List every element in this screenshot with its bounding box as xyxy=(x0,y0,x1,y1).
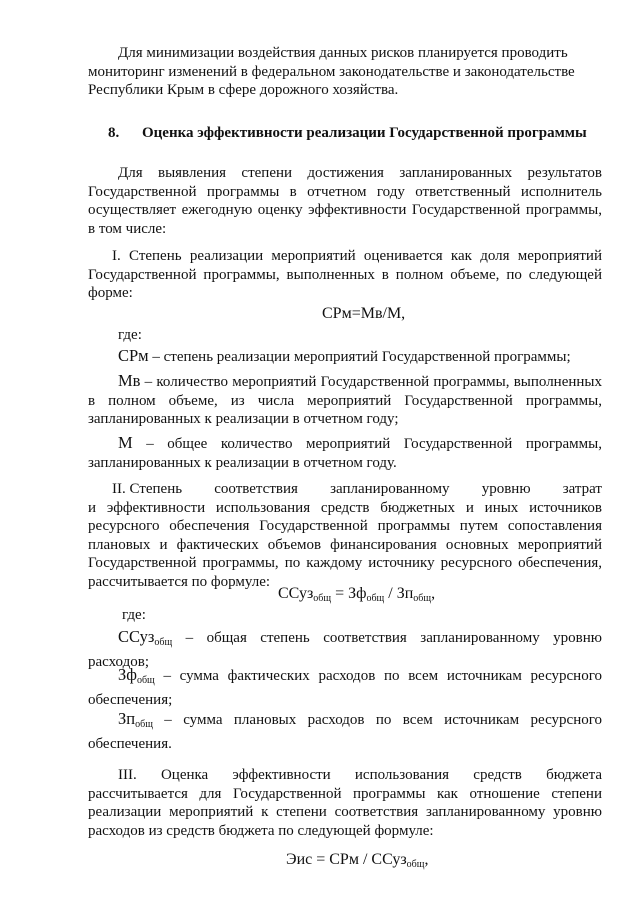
formula-eis xyxy=(286,850,428,875)
zp-part: / Зп xyxy=(384,585,414,602)
srm-symbol: СРм xyxy=(118,346,149,365)
item2-word-5: затрат xyxy=(562,481,602,497)
item2-text: и эффективности использования средств бюджетных и иных источников ресурсного обеспечения Государственной программы путем сопоставления плановых и фактических объемов финансирования основных мероприятий Государственной программы, по каждому источнику ресурсного обеспечения, рассчитывается по формуле: xyxy=(88,499,602,590)
intro-paragraph xyxy=(88,44,602,100)
zf-part: = Зф xyxy=(331,585,367,602)
item2-def-ssuz xyxy=(88,628,602,671)
mv-symbol: Мв xyxy=(118,371,141,390)
mv-definition: – количество мероприятий Государственной программы, выполненных в полном объеме, из числа мероприятий Государственной программы, запланированных к реализации в отчетном году; xyxy=(88,374,602,427)
section-number: 8. xyxy=(108,125,120,141)
eis-end: , xyxy=(424,851,429,868)
ssuz-symbol: ССуз xyxy=(118,627,155,646)
item1-paragraph: I. Степень реализации мероприятий оценивается как доля мероприятий Государственной программы, выполненных в полном объеме, по следующей форме: xyxy=(88,248,602,301)
intro-line-1: Для минимизации воздействия данных рисков планируется проводить xyxy=(118,45,568,61)
ssuz-part: ССуз xyxy=(278,585,314,602)
item2-where-label: где: xyxy=(122,607,146,623)
intro-line-3: Республики Крым в сфере дорожного хозяйства. xyxy=(88,82,399,98)
item2-word-1: II. Степень xyxy=(112,481,183,497)
zf-definition: – сумма фактических расходов по всем источникам ресурсного обеспечения; xyxy=(88,668,602,708)
m-symbol: М xyxy=(118,433,133,452)
formula-srm: СРм=Мв/М, xyxy=(322,305,406,322)
item2-word-3: запланированному xyxy=(330,481,450,497)
zp-sub: общ xyxy=(413,593,432,604)
ssuz-definition: – общая степень соответствия запланированному уровню расходов; xyxy=(88,630,602,670)
zp-symbol-sub: общ xyxy=(135,719,153,730)
ssuz-end: , xyxy=(431,585,436,602)
item2-def-zf xyxy=(88,666,602,709)
item1-def-mv xyxy=(88,372,602,429)
intro-eval-paragraph: Для выявления степени достижения запланированных результатов Государственной программы в отчетном году ответственный исполнитель осуществляет ежегодную оценку эффективности Государственной программы, в том числе: xyxy=(88,165,602,237)
zf-symbol: Зф xyxy=(118,665,137,684)
item2-def-zp xyxy=(88,710,602,753)
item2-word-2: соответствия xyxy=(214,481,298,497)
section-title: Оценка эффективности реализации Государственной программы xyxy=(142,125,587,141)
item2-first-line xyxy=(88,480,602,499)
ssuz-sub: общ xyxy=(313,593,332,604)
item2-paragraph xyxy=(88,480,602,591)
section-heading xyxy=(108,124,587,142)
eis-part: Эис = СРм / ССуз xyxy=(286,851,407,868)
zp-definition: – сумма плановых расходов по всем источникам ресурсного обеспечения. xyxy=(88,712,602,752)
ssuz-symbol-sub: общ xyxy=(154,637,173,648)
item1-def-m xyxy=(88,434,602,472)
zf-sub: общ xyxy=(366,593,385,604)
zf-symbol-sub: общ xyxy=(136,675,155,686)
formula-ssuz xyxy=(278,584,435,609)
item3-paragraph: III. Оценка эффективности использования средств бюджета рассчитывается для Государственной программы как отношение степени реализации мероприятий к степени соответствия запланированному уровню расходов из средств бюджета по следующей формуле: xyxy=(88,767,602,839)
item1-def-srm xyxy=(88,347,602,367)
intro-line-2: мониторинг изменений в федеральном законодательстве и законодательстве xyxy=(88,63,575,80)
item1-where-label: где: xyxy=(118,327,142,343)
srm-definition: – степень реализации мероприятий Государственной программы; xyxy=(148,349,571,365)
zp-symbol: Зп xyxy=(118,709,136,728)
eis-sub: общ xyxy=(406,859,425,870)
item2-word-4: уровню xyxy=(481,481,531,497)
m-definition: – общее количество мероприятий Государственной программы, запланированных к реализации в отчетном году. xyxy=(88,436,602,471)
